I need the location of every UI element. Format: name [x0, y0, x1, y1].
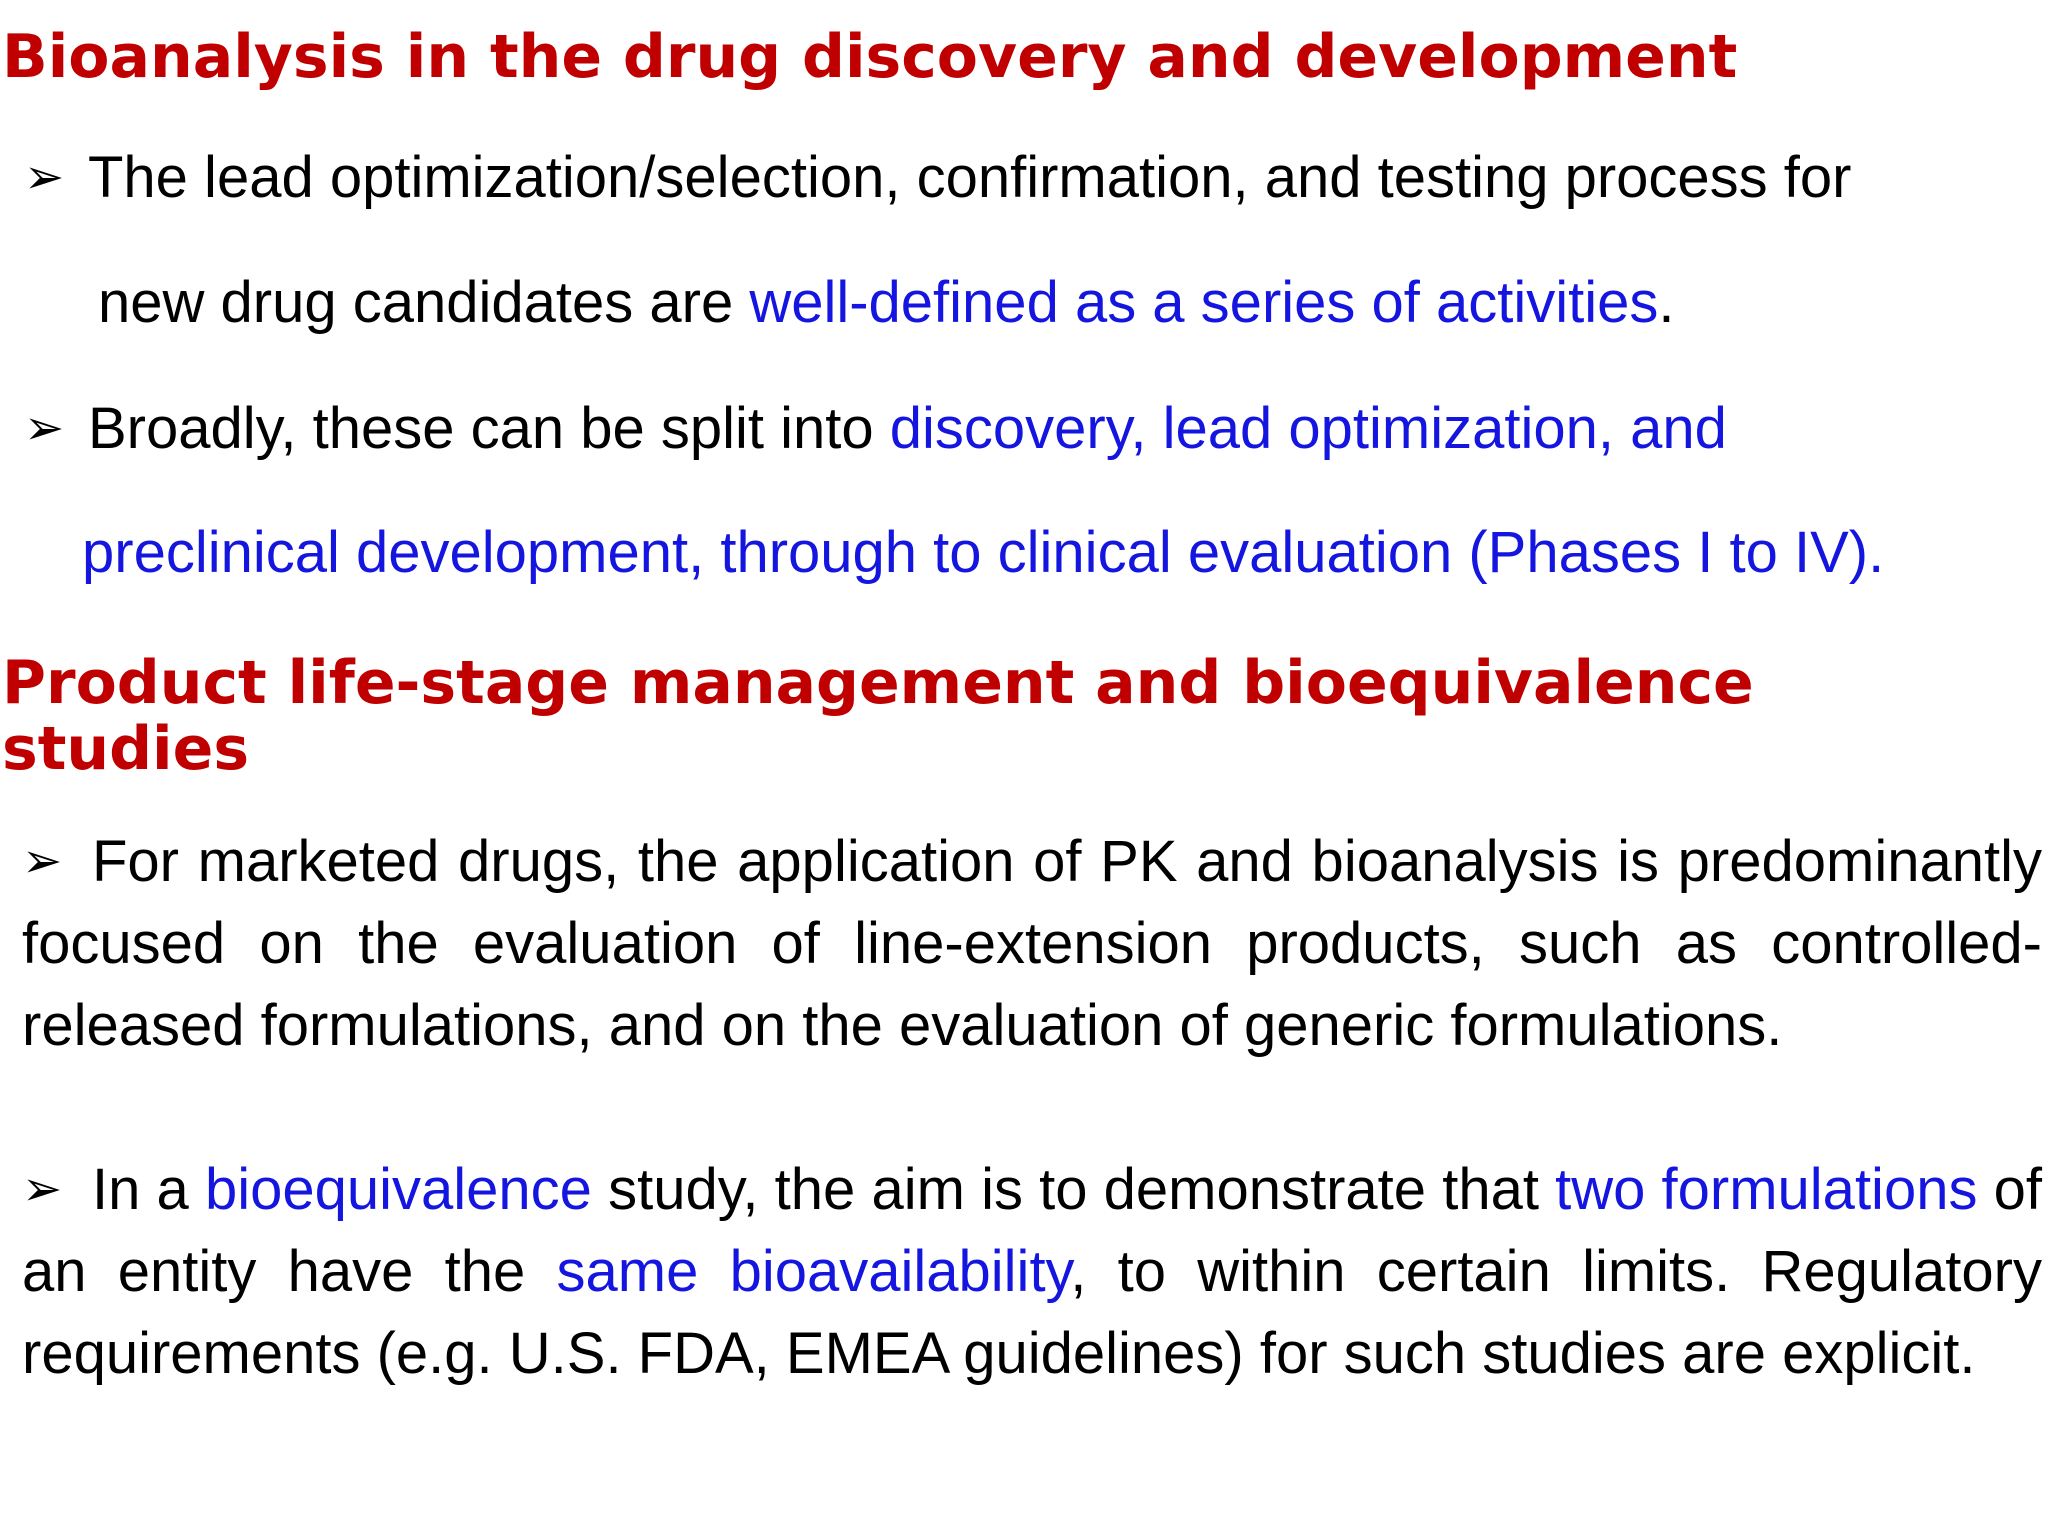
- bullet-text: In a: [92, 1157, 205, 1222]
- bullet-text: study, the aim is to demonstrate that: [591, 1157, 1556, 1222]
- section-heading-product-life-stage: [2, 650, 1754, 782]
- bullet-broadly-line2: preclinical development, through to clinical evaluation (Phases I to IV).: [82, 520, 1885, 585]
- bullet-text: For marketed drugs, the application of PK and bioanalysis is predominantly focused on the evaluation of line-extension products, such as controlled-released formulations, and on the evaluation of generic formulations.: [22, 829, 2042, 1058]
- bullet-text: The lead optimization/selection, confirmation, and testing process for: [88, 145, 1852, 210]
- bullet-marketed-drugs: [22, 820, 2042, 1067]
- arrow-bullet-icon: ➢: [22, 833, 63, 889]
- heading-line: studies: [2, 714, 250, 784]
- arrow-bullet-icon: ➢: [24, 400, 65, 456]
- heading-line: Product life-stage management and bioequivalence: [2, 648, 1754, 718]
- section-heading-bioanalysis: Bioanalysis in the drug discovery and development: [2, 22, 1738, 92]
- arrow-bullet-icon: ➢: [22, 1161, 63, 1217]
- bullet-lead-optimization-line2: [98, 268, 1675, 338]
- bullet-lead-optimization-line1: [24, 142, 1851, 213]
- bullet-text: Broadly, these can be split into: [88, 396, 890, 461]
- bullet-text: .: [1658, 270, 1675, 335]
- bullet-bioequivalence-study: [22, 1148, 2042, 1395]
- highlight-text: same bioavailability: [556, 1239, 1071, 1304]
- highlight-text: two formulations: [1555, 1157, 1978, 1222]
- bullet-text: of an entity have the: [22, 1157, 2042, 1304]
- highlight-text: well-defined as a series of activities: [749, 270, 1659, 335]
- bullet-broadly-line1: [24, 393, 1727, 464]
- bullet-text: new drug candidates are: [98, 270, 750, 335]
- arrow-bullet-icon: ➢: [24, 149, 65, 205]
- highlight-text: bioequivalence: [204, 1157, 592, 1222]
- highlight-text: discovery, lead optimization, and: [889, 396, 1727, 461]
- bullet-text: , to within certain limits. Regulatory requirements (e.g. U.S. FDA, EMEA guidelines) for such studies are explicit.: [22, 1239, 2042, 1386]
